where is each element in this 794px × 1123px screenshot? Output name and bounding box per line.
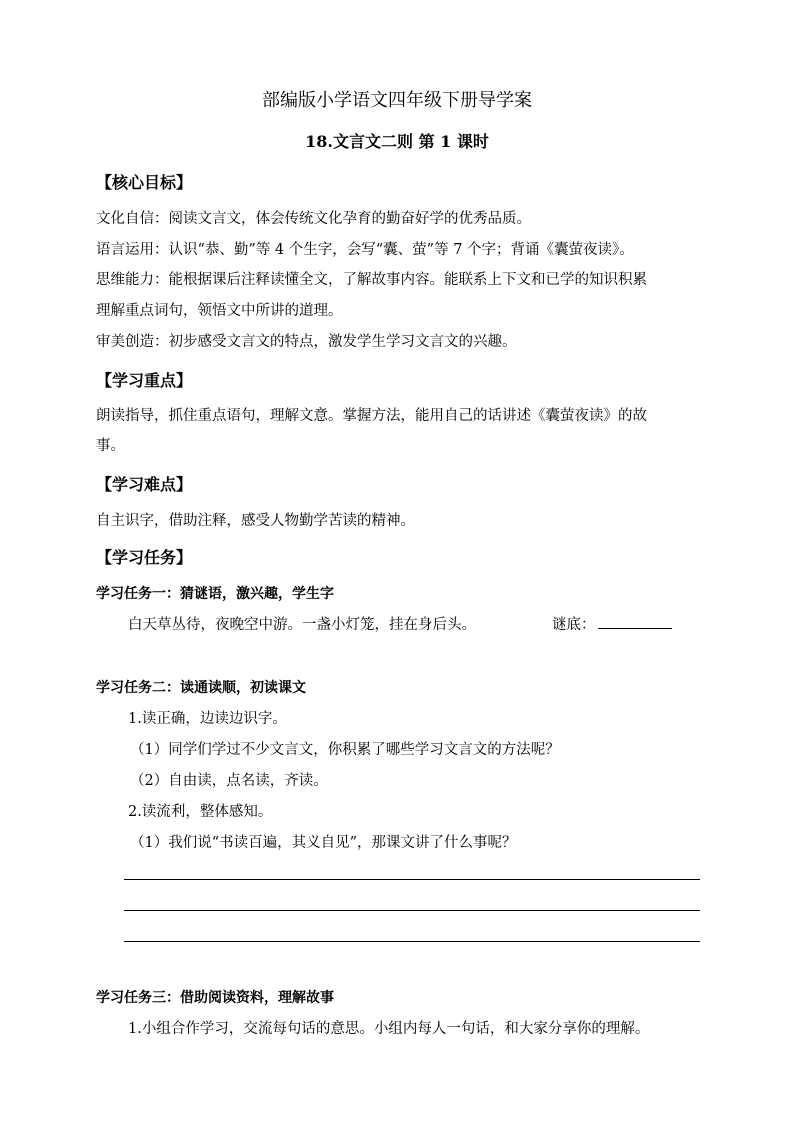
task-2-line: （1）我们说“书读百遍，其义自见”，那课文讲了什么事呢？ [130,835,517,851]
objective-line: 理解重点词句，领悟文中所讲的道理。 [96,303,343,319]
section-heading-tasks: 【学习任务】 [96,548,193,567]
answer-line[interactable] [124,941,700,942]
lesson-title: 18.文言文二则 第 1 课时 [305,132,489,151]
task-3-title: 学习任务三：借助阅读资料，理解故事 [96,990,334,1006]
document-title: 部编版小学语文四年级下册导学案 [262,90,532,111]
riddle-answer-blank[interactable] [598,614,672,629]
task-2-line: 2.读流利，整体感知。 [128,804,273,820]
difficulty-line: 自主识字，借助注释，感受人物勤学苦读的精神。 [96,513,415,529]
task-1-title: 学习任务一：猜谜语，激兴趣，学生字 [96,586,334,602]
task-2-line: 1.读正确，边读边识字。 [128,711,287,727]
task-3-line: 1.小组合作学习，交流每句话的意思。小组内每人一句话，和大家分享你的理解。 [128,1021,650,1037]
riddle-text: 白天草丛待，夜晚空中游。一盏小灯笼，挂在身后头。 [128,617,476,633]
objective-line: 思维能力：能根据课后注释读懂全文，了解故事内容。能联系上下文和已学的知识积累 [96,272,647,288]
section-heading-objectives: 【核心目标】 [96,173,193,192]
section-heading-key-points: 【学习重点】 [96,371,193,390]
key-point-line: 朗读指导，抓住重点语句，理解文意。掌握方法，能用自己的话讲述《囊萤夜读》的故 [96,408,647,424]
task-2-line: （2）自由读，点名读，齐读。 [130,773,328,789]
objective-line: 文化自信：阅读文言文，体会传统文化孕育的勤奋好学的优秀品质。 [96,211,531,227]
key-point-line: 事。 [96,438,125,454]
task-2-line: （1）同学们学过不少文言文，你积累了哪些学习文言文的方法呢？ [130,742,560,758]
riddle-answer-label: 谜底： [552,617,596,633]
section-heading-difficulties: 【学习难点】 [96,475,193,494]
answer-line[interactable] [124,879,700,880]
task-2-title: 学习任务二：读通读顺，初读课文 [96,680,306,696]
objective-line: 审美创造：初步感受文言文的特点，激发学生学习文言文的兴趣。 [96,334,517,350]
riddle-answer [552,613,672,634]
answer-line[interactable] [124,910,700,911]
objective-line: 语言运用：认识“恭、勤”等 4 个生字，会写“囊、萤”等 7 个字；背诵《囊萤夜读》。 [96,242,634,258]
